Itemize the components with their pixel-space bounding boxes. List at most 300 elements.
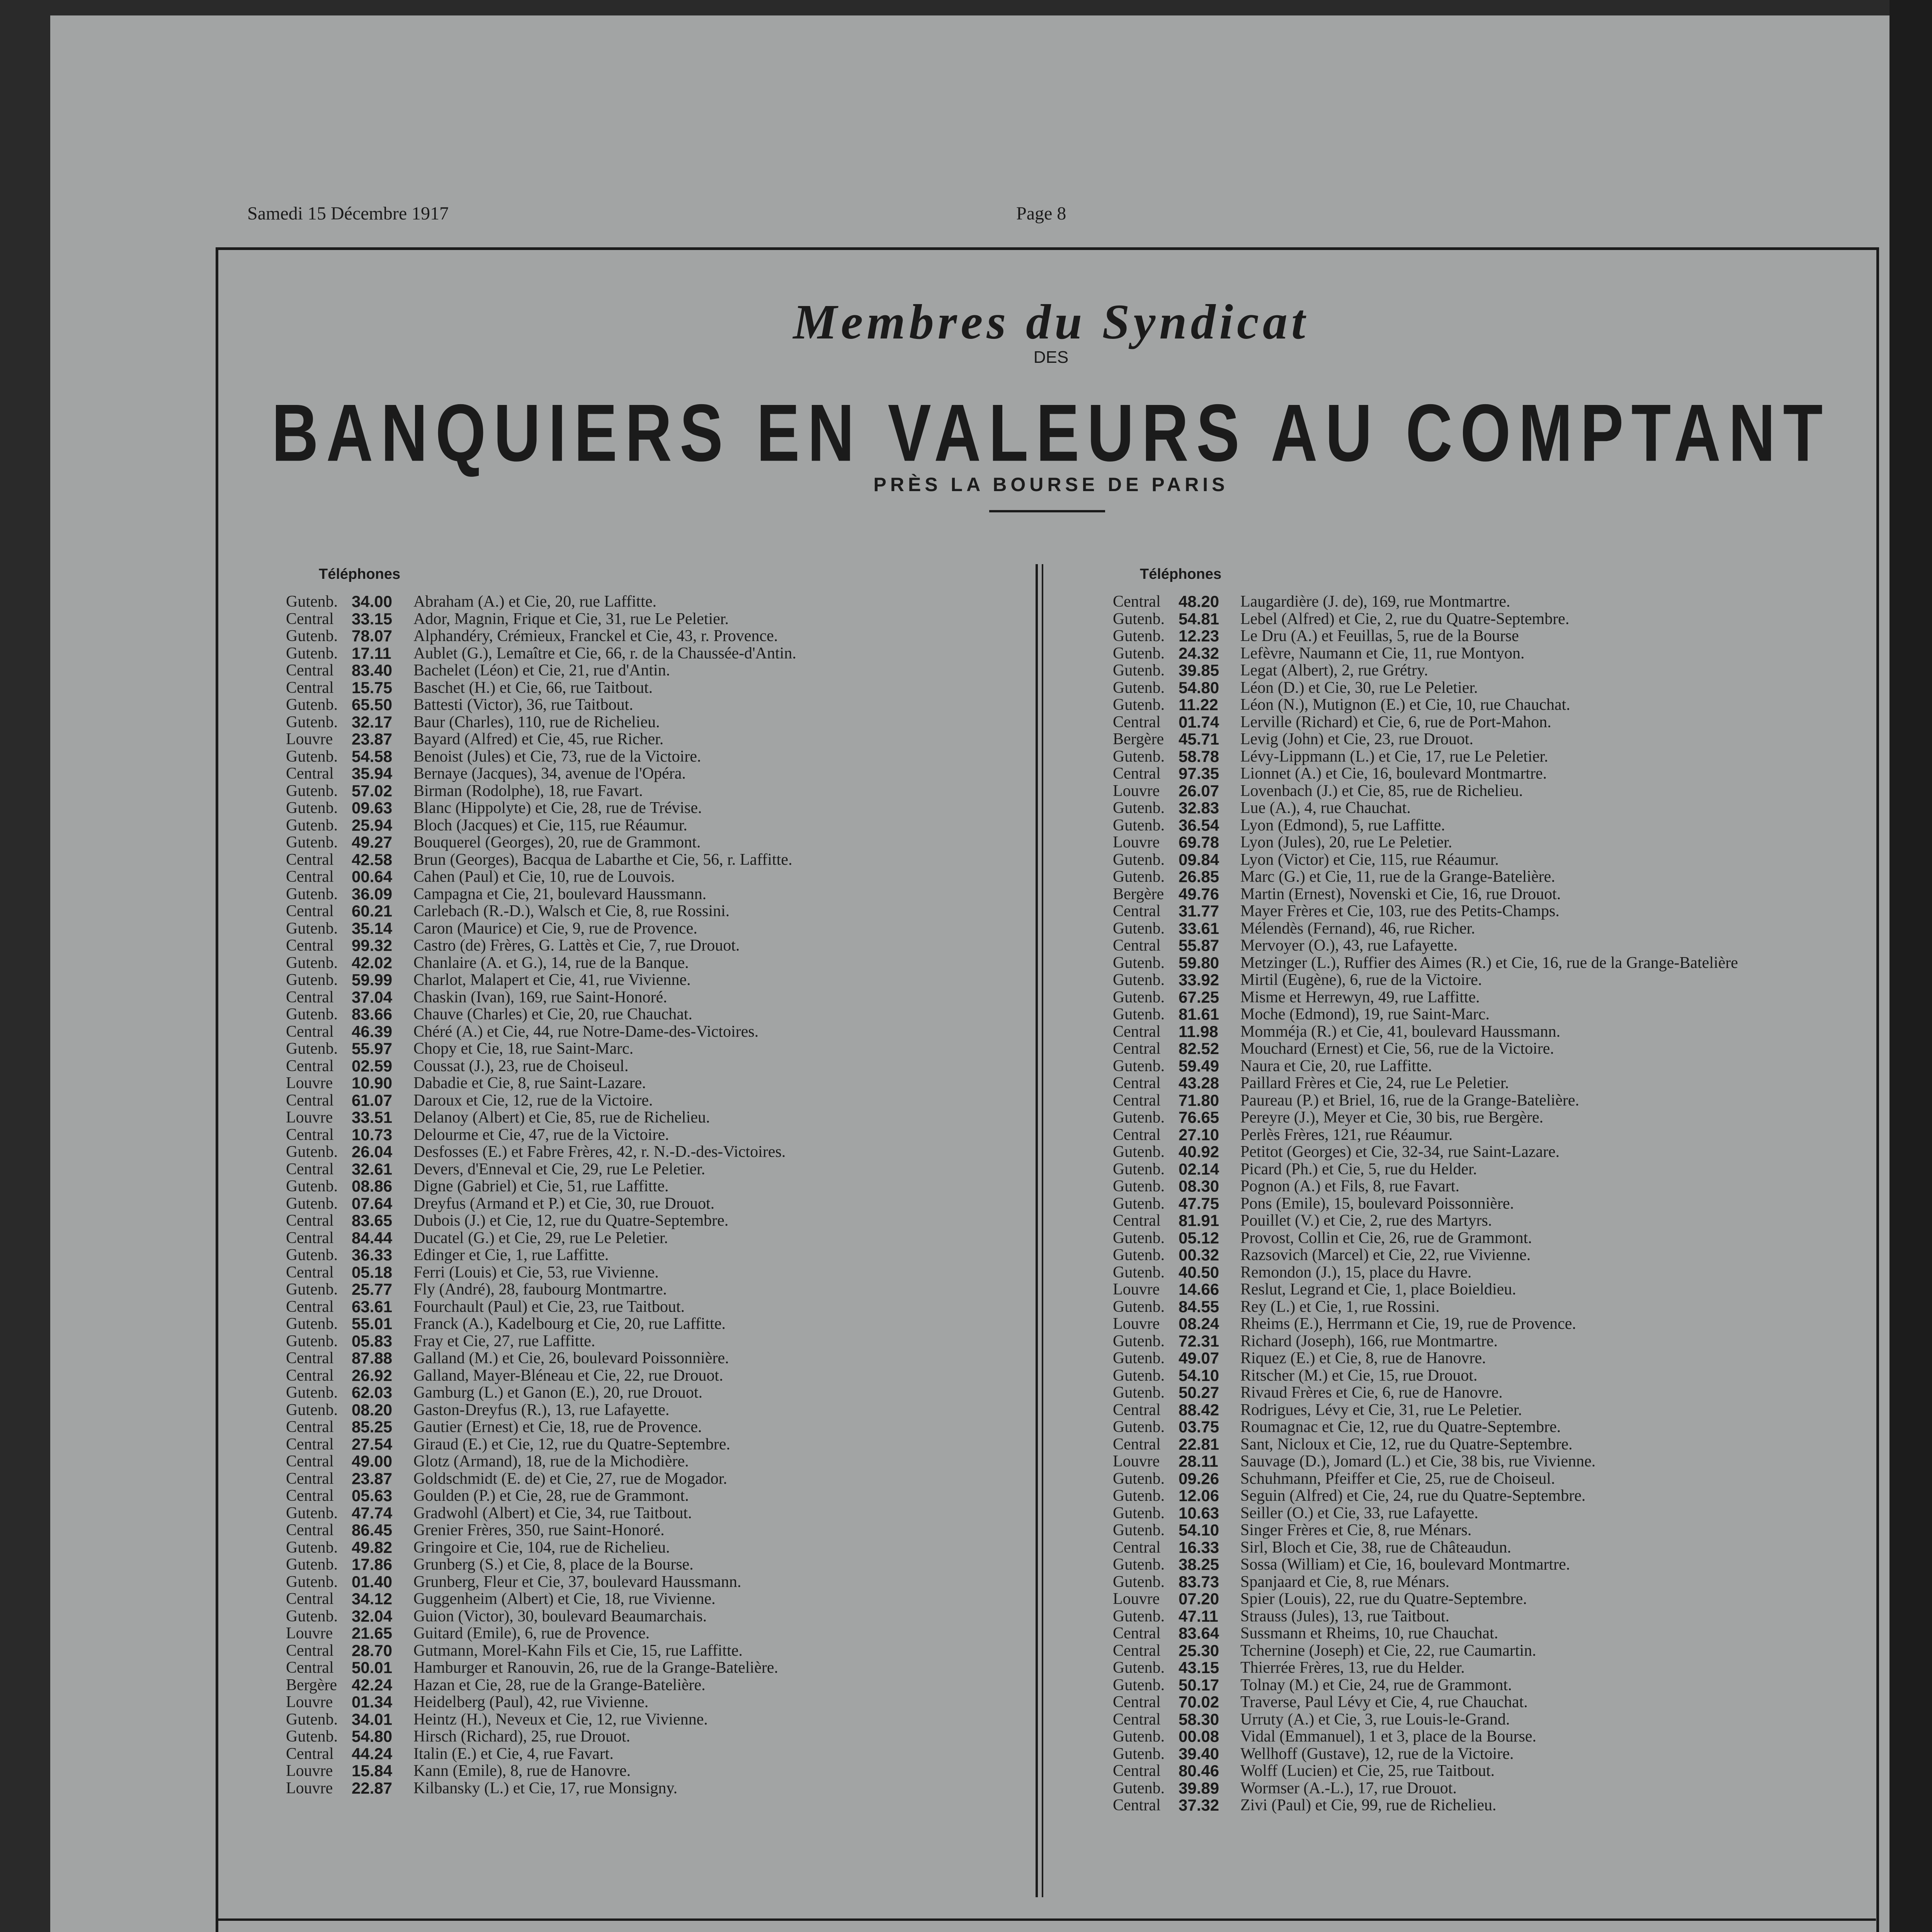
member-row [1113,868,1738,886]
exchange-name: Central [1113,1091,1161,1109]
phone-number: 58.30 [1179,1710,1219,1728]
exchange-name: Gutenb. [1113,1349,1165,1367]
member-row [1113,1470,1738,1488]
member-entry: Kann (Emile), 8, rue de Hanovre. [413,1762,631,1780]
member-row [286,1350,796,1367]
phone-number: 33.92 [1179,971,1219,989]
exchange-name: Gutenb. [286,954,338,972]
exchange-name: Louvre [1113,1452,1160,1470]
member-row [286,748,796,765]
phone-number: 58.78 [1179,747,1219,765]
exchange-name: Central [1113,1796,1161,1814]
member-row [286,645,796,662]
phone-number: 22.81 [1179,1435,1219,1453]
phone-number: 62.03 [352,1383,393,1401]
exchange-name: Central [286,1057,334,1075]
member-entry: Aublet (G.), Lemaître et Cie, 66, r. de la Chaussée-d'Antin. [413,644,796,662]
member-row [1113,611,1738,628]
member-entry: Lyon (Edmond), 5, rue Laffitte. [1240,816,1445,834]
telephones-label-left: Téléphones [319,566,401,582]
exchange-name: Louvre [286,1624,333,1642]
phone-number: 21.65 [352,1624,393,1642]
phone-number: 07.64 [352,1194,393,1213]
exchange-name: Central [1113,1762,1161,1780]
exchange-name: Central [286,1126,334,1144]
member-row [286,1745,796,1763]
member-entry: Sant, Nicloux et Cie, 12, rue du Quatre-Septembre. [1240,1435,1573,1453]
phone-number: 17.86 [352,1555,393,1573]
phone-number: 24.32 [1179,644,1219,662]
member-entry: Sussmann et Rheims, 10, rue Chauchat. [1240,1624,1498,1642]
exchange-name: Gutenb. [286,919,338,937]
phone-number: 05.18 [352,1263,393,1281]
phone-number: 22.87 [352,1779,393,1797]
member-row [1113,1023,1738,1041]
exchange-name: Louvre [1113,1590,1160,1608]
phone-number: 49.76 [1179,884,1219,903]
member-row [286,1539,796,1556]
phone-number: 05.63 [352,1486,393,1505]
phone-number: 11.98 [1179,1022,1218,1041]
phone-number: 50.27 [1179,1383,1219,1401]
exchange-name: Gutenb. [1113,1332,1165,1350]
phone-number: 50.01 [352,1658,393,1677]
phone-number: 80.46 [1179,1762,1219,1780]
phone-number: 35.94 [352,764,393,782]
member-entry: Lerville (Richard) et Cie, 6, rue de Port-Mahon. [1240,713,1551,731]
member-entry: Paureau (P.) et Briel, 16, rue de la Grange-Batelière. [1240,1091,1579,1109]
member-entry: Naura et Cie, 20, rue Laffitte. [1240,1057,1432,1075]
member-entry: Coussat (J.), 23, rue de Choiseul. [413,1057,629,1075]
phone-number: 07.20 [1179,1590,1219,1608]
exchange-name: Louvre [1113,833,1160,851]
phone-number: 49.00 [352,1452,393,1470]
phone-number: 36.09 [352,884,393,903]
phone-number: 01.40 [352,1572,393,1591]
member-row [286,1728,796,1745]
phone-number: 14.66 [1179,1280,1219,1298]
member-entry: Pognon (A.) et Fils, 8, rue Favart. [1240,1177,1459,1195]
phone-number: 54.81 [1179,609,1219,628]
exchange-name: Gutenb. [286,713,338,731]
member-row [1113,782,1738,800]
exchange-name: Gutenb. [286,1401,338,1419]
member-entry: Ducatel (G.) et Cie, 29, rue Le Peletier. [413,1229,668,1247]
member-entry: Italin (E.) et Cie, 4, rue Favart. [413,1745,614,1763]
phone-number: 49.07 [1179,1349,1219,1367]
phone-number: 71.80 [1179,1091,1219,1109]
exchange-name: Central [286,1659,334,1677]
exchange-name: Gutenb. [1113,850,1165,869]
member-row [1113,1109,1738,1126]
member-row [286,851,796,869]
member-row [286,1195,796,1213]
exchange-name: Louvre [286,1693,333,1711]
member-row [1113,1367,1738,1384]
exchange-name: Central [286,850,334,869]
member-entry: Alphandéry, Crémieux, Franckel et Cie, 43, r. Provence. [413,627,778,645]
member-entry: Rivaud Frères et Cie, 6, rue de Hanovre. [1240,1384,1503,1401]
column-divider [1036,564,1038,1897]
phone-number: 23.87 [352,1469,393,1488]
phone-number: 17.11 [352,644,391,662]
member-entry: Giraud (E.) et Cie, 12, rue du Quatre-Septembre. [413,1435,730,1453]
member-row [1113,1178,1738,1195]
exchange-name: Louvre [1113,1281,1160,1298]
exchange-name: Central [286,1469,334,1488]
member-entry: Gamburg (L.) et Ganon (E.), 20, rue Drouot. [413,1384,703,1401]
member-entry: Chéré (A.) et Cie, 44, rue Notre-Dame-des-Victoires. [413,1022,759,1041]
phone-number: 54.10 [1179,1521,1219,1539]
member-row [1113,1418,1738,1436]
exchange-name: Bergère [1113,885,1164,903]
phone-number: 84.55 [1179,1297,1219,1316]
member-row [1113,1539,1738,1556]
exchange-name: Louvre [1113,782,1160,800]
member-row [286,937,796,954]
member-row [286,1126,796,1144]
phone-number: 55.97 [352,1039,393,1058]
member-row [1113,1642,1738,1660]
member-row [1113,1522,1738,1539]
exchange-name: Gutenb. [286,1728,338,1745]
member-row [286,868,796,886]
phone-number: 43.15 [1179,1658,1219,1677]
phone-number: 34.12 [352,1590,393,1608]
member-entry: Mélendès (Fernand), 46, rue Richer. [1240,919,1475,937]
phone-number: 50.17 [1179,1675,1219,1694]
exchange-name: Central [1113,1435,1161,1453]
member-row [286,817,796,834]
phone-number: 39.89 [1179,1779,1219,1797]
member-entry: Roumagnac et Cie, 12, rue du Quatre-Septembre. [1240,1418,1561,1436]
member-entry: Wolff (Lucien) et Cie, 25, rue Taitbout. [1240,1762,1495,1780]
phone-number: 47.75 [1179,1194,1219,1213]
member-row [1113,1126,1738,1144]
exchange-name: Gutenb. [1113,1366,1165,1384]
exchange-name: Central [1113,1212,1161,1230]
member-entry: Wellhoff (Gustave), 12, rue de la Victoire. [1240,1745,1514,1763]
member-row [286,1625,796,1642]
phone-number: 08.86 [352,1177,393,1195]
phone-number: 57.02 [352,781,393,800]
member-row [1113,1487,1738,1505]
exchange-name: Gutenb. [286,644,338,662]
phone-number: 59.99 [352,971,393,989]
member-entry: Tolnay (M.) et Cie, 24, rue de Grammont. [1240,1676,1512,1694]
member-entry: Grunberg (S.) et Cie, 8, place de la Bourse. [413,1556,694,1573]
exchange-name: Gutenb. [1113,1246,1165,1264]
phone-number: 85.25 [352,1418,393,1436]
exchange-name: Gutenb. [286,1315,338,1333]
exchange-name: Central [286,1452,334,1470]
member-entry: Fray et Cie, 27, rue Laffitte. [413,1332,595,1350]
member-entry: Lévy-Lippmann (L.) et Cie, 17, rue Le Peletier. [1240,747,1548,765]
member-row [286,1711,796,1728]
member-row [1113,1711,1738,1728]
member-entry: Caron (Maurice) et Cie, 9, rue de Provence. [413,919,697,937]
member-entry: Gutmann, Morel-Kahn Fils et Cie, 15, rue Laffitte. [413,1641,743,1660]
phone-number: 54.10 [1179,1366,1219,1384]
member-row [286,1556,796,1573]
phone-number: 83.65 [352,1211,393,1230]
exchange-name: Gutenb. [1113,1160,1165,1178]
phone-number: 88.42 [1179,1400,1219,1419]
phone-number: 05.12 [1179,1228,1219,1247]
member-row [1113,1006,1738,1023]
member-entry: Ador, Magnin, Frique et Cie, 31, rue Le Peletier. [413,610,729,628]
member-entry: Sossa (William) et Cie, 16, boulevard Montmartre. [1240,1556,1570,1573]
member-entry: Charlot, Malapert et Cie, 41, rue Vivienne. [413,971,691,989]
member-row [286,1109,796,1126]
member-row [286,1401,796,1419]
member-row [286,1264,796,1281]
phone-number: 69.78 [1179,833,1219,851]
exchange-name: Gutenb. [286,627,338,645]
phone-number: 55.87 [1179,936,1219,954]
member-entry: Seiller (O.) et Cie, 33, rue Lafayette. [1240,1504,1478,1522]
member-entry: Singer Frères et Cie, 8, rue Ménars. [1240,1521,1472,1539]
member-row [286,1608,796,1625]
exchange-name: Central [286,1487,334,1505]
exchange-name: Gutenb. [1113,1263,1165,1281]
phone-number: 02.59 [352,1056,393,1075]
exchange-name: Gutenb. [1113,1676,1165,1694]
phone-number: 54.58 [352,747,393,765]
phone-number: 37.04 [352,988,393,1006]
member-row [1113,1573,1738,1591]
member-entry: Rodrigues, Lévy et Cie, 31, rue Le Peletier. [1240,1401,1522,1419]
exchange-name: Gutenb. [1113,1659,1165,1677]
exchange-name: Louvre [286,1074,333,1092]
phone-number: 54.80 [352,1727,393,1745]
member-row [1113,628,1738,645]
member-entry: Brun (Georges), Bacqua de Labarthe et Cie, 56, r. Laffitte. [413,850,793,869]
exchange-name: Gutenb. [286,971,338,989]
phone-number: 78.07 [352,627,393,645]
member-entry: Pereyre (J.), Meyer et Cie, 30 bis, rue Bergère. [1240,1109,1544,1126]
phone-number: 99.32 [352,936,393,954]
member-row [286,1006,796,1023]
section-rule [218,1918,1876,1921]
member-row [286,782,796,800]
phone-number: 32.61 [352,1160,393,1178]
member-row [1113,817,1738,834]
member-entry: Gringoire et Cie, 104, rue de Richelieu. [413,1538,670,1556]
member-entry: Moche (Edmond), 19, rue Saint-Marc. [1240,1005,1490,1023]
phone-number: 02.14 [1179,1160,1219,1178]
member-entry: Léon (N.), Mutignon (E.) et Cie, 10, rue Chauchat. [1240,696,1570,714]
phone-number: 43.28 [1179,1074,1219,1092]
phone-number: 84.44 [352,1228,393,1247]
member-row [286,1230,796,1247]
member-row [1113,714,1738,731]
member-entry: Bloch (Jacques) et Cie, 115, rue Réaumur. [413,816,687,834]
member-row [1113,799,1738,817]
member-entry: Lovenbach (J.) et Cie, 85, rue de Richelieu. [1240,782,1523,800]
exchange-name: Louvre [1113,1315,1160,1333]
member-entry: Bouquerel (Georges), 20, rue de Grammont. [413,833,701,851]
member-row [286,1505,796,1522]
member-entry: Delanoy (Albert) et Cie, 85, rue de Richelieu. [413,1109,710,1126]
members-list-left [286,593,796,1797]
exchange-name: Gutenb. [286,1040,338,1058]
phone-number: 39.85 [1179,661,1219,679]
member-entry: Castro (de) Frères, G. Lattès et Cie, 7, rue Drouot. [413,937,740,954]
member-entry: Franck (A.), Kadelbourg et Cie, 20, rue Laffitte. [413,1315,726,1333]
phone-number: 33.51 [352,1108,393,1126]
member-row [1113,1075,1738,1092]
member-entry: Rey (L.) et Cie, 1, rue Rossini. [1240,1298,1440,1316]
member-row [286,731,796,748]
phone-number: 08.20 [352,1400,393,1419]
member-entry: Bernaye (Jacques), 34, avenue de l'Opéra. [413,765,686,782]
member-entry: Zivi (Paul) et Cie, 99, rue de Richelieu. [1240,1796,1497,1814]
member-entry: Paillard Frères et Cie, 24, rue Le Peletier. [1240,1074,1509,1092]
member-entry: Devers, d'Enneval et Cie, 29, rue Le Peletier. [413,1160,706,1178]
member-entry: Glotz (Armand), 18, rue de la Michodière. [413,1452,689,1470]
exchange-name: Central [1113,1538,1161,1556]
exchange-name: Gutenb. [286,833,338,851]
title-membres: Membres du Syndicat [793,294,1309,349]
member-entry: Hirsch (Richard), 25, rue Drouot. [413,1728,631,1745]
exchange-name: Gutenb. [1113,662,1165,679]
member-entry: Hazan et Cie, 28, rue de la Grange-Batelière. [413,1676,706,1694]
member-row [286,1161,796,1178]
member-row [286,1677,796,1694]
phone-number: 10.90 [352,1074,393,1092]
phone-number: 10.73 [352,1125,393,1144]
member-entry: Daroux et Cie, 12, rue de la Victoire. [413,1091,653,1109]
member-row [286,696,796,714]
exchange-name: Gutenb. [1113,1607,1165,1625]
member-entry: Traverse, Paul Lévy et Cie, 4, rue Chauchat. [1240,1693,1528,1711]
phone-number: 08.30 [1179,1177,1219,1195]
member-entry: Edinger et Cie, 1, rue Laffitte. [413,1246,609,1264]
exchange-name: Central [286,1435,334,1453]
phone-number: 39.40 [1179,1744,1219,1763]
member-entry: Baur (Charles), 110, rue de Richelieu. [413,713,660,731]
member-row [286,920,796,937]
member-row [286,886,796,903]
member-row [1113,1505,1738,1522]
member-row [1113,731,1738,748]
phone-number: 44.24 [352,1744,393,1763]
exchange-name: Central [286,765,334,782]
exchange-name: Gutenb. [1113,1469,1165,1488]
phone-number: 47.74 [352,1503,393,1522]
member-row [1113,1161,1738,1178]
member-row [286,714,796,731]
exchange-name: Gutenb. [1113,816,1165,834]
exchange-name: Central [1113,713,1161,731]
exchange-name: Central [286,1349,334,1367]
member-row [286,679,796,697]
member-row [1113,1247,1738,1264]
member-entry: Léon (D.) et Cie, 30, rue Le Peletier. [1240,679,1478,697]
member-entry: Dubois (J.) et Cie, 12, rue du Quatre-Septembre. [413,1212,729,1230]
phone-number: 09.63 [352,799,393,817]
exchange-name: Louvre [286,1762,333,1780]
member-row [1113,748,1738,765]
member-row [286,1075,796,1092]
exchange-name: Gutenb. [286,1143,338,1161]
member-row [286,628,796,645]
phone-number: 42.24 [352,1675,393,1694]
member-entry: Guitard (Emile), 6, rue de Provence. [413,1624,650,1642]
member-entry: Desfosses (E.) et Fabre Frères, 42, r. N.-D.-des-Victoires. [413,1143,786,1161]
exchange-name: Central [286,988,334,1006]
exchange-name: Central [286,1263,334,1281]
member-entry: Lue (A.), 4, rue Chauchat. [1240,799,1411,817]
member-row [1113,1780,1738,1797]
title-bourse: PRÈS LA BOURSE DE PARIS [873,474,1229,495]
member-entry: Lionnet (A.) et Cie, 16, boulevard Montmartre. [1240,765,1547,782]
member-row [286,1247,796,1264]
exchange-name: Central [286,937,334,954]
exchange-name: Gutenb. [1113,1728,1165,1745]
member-entry: Dreyfus (Armand et P.) et Cie, 30, rue Drouot. [413,1194,715,1213]
member-entry: Perlès Frères, 121, rue Réaumur. [1240,1126,1453,1144]
exchange-name: Gutenb. [1113,1556,1165,1573]
exchange-name: Gutenb. [286,1504,338,1522]
member-entry: Lebel (Alfred) et Cie, 2, rue du Quatre-Septembre. [1240,610,1570,628]
member-entry: Razsovich (Marcel) et Cie, 22, rue Vivienne. [1240,1246,1531,1264]
member-entry: Reslut, Legrand et Cie, 1, place Boieldieu. [1240,1281,1516,1298]
exchange-name: Central [286,1641,334,1660]
phone-number: 72.31 [1179,1332,1219,1350]
exchange-name: Gutenb. [1113,679,1165,697]
phone-number: 09.84 [1179,850,1219,869]
member-row [1113,1212,1738,1230]
member-entry: Vidal (Emmanuel), 1 et 3, place de la Bourse. [1240,1728,1537,1745]
exchange-name: Central [1113,1126,1161,1144]
member-entry: Grunberg, Fleur et Cie, 37, boulevard Haussmann. [413,1573,742,1591]
member-entry: Campagna et Cie, 21, boulevard Haussmann. [413,885,707,903]
member-row [286,1040,796,1058]
member-entry: Hamburger et Ranouvin, 26, rue de la Grange-Batelière. [413,1659,778,1677]
member-entry: Chopy et Cie, 18, rue Saint-Marc. [413,1040,634,1058]
exchange-name: Central [1113,1710,1161,1728]
exchange-name: Central [286,1745,334,1763]
exchange-name: Gutenb. [286,747,338,765]
member-entry: Grenier Frères, 350, rue Saint-Honoré. [413,1521,665,1539]
member-row [1113,1058,1738,1075]
member-row [286,1470,796,1488]
member-entry: Thierrée Frères, 13, rue du Helder. [1240,1659,1465,1677]
member-entry: Baschet (H.) et Cie, 66, rue Taitbout. [413,679,653,697]
phone-number: 63.61 [352,1297,393,1316]
exchange-name: Gutenb. [286,1177,338,1195]
member-row [286,834,796,851]
phone-number: 40.50 [1179,1263,1219,1281]
exchange-name: Gutenb. [286,782,338,800]
exchange-name: Gutenb. [1113,1057,1165,1075]
header-page: Page 8 [1016,203,1066,224]
member-entry: Guggenheim (Albert) et Cie, 18, rue Vivienne. [413,1590,716,1608]
exchange-name: Gutenb. [1113,1177,1165,1195]
member-entry: Digne (Gabriel) et Cie, 51, rue Laffitte. [413,1177,669,1195]
phone-number: 83.64 [1179,1624,1219,1642]
phone-number: 01.34 [352,1693,393,1711]
member-entry: Misme et Herrewyn, 49, rue Laffitte. [1240,988,1480,1006]
phone-number: 61.07 [352,1091,393,1109]
phone-number: 59.80 [1179,953,1219,972]
member-entry: Levig (John) et Cie, 23, rue Drouot. [1240,730,1474,748]
telephones-label-right: Téléphones [1140,566,1222,582]
member-entry: Metzinger (L.), Ruffier des Aimes (R.) et Cie, 16, rue de la Grange-Batelière [1240,954,1738,972]
phone-number: 12.23 [1179,627,1219,645]
